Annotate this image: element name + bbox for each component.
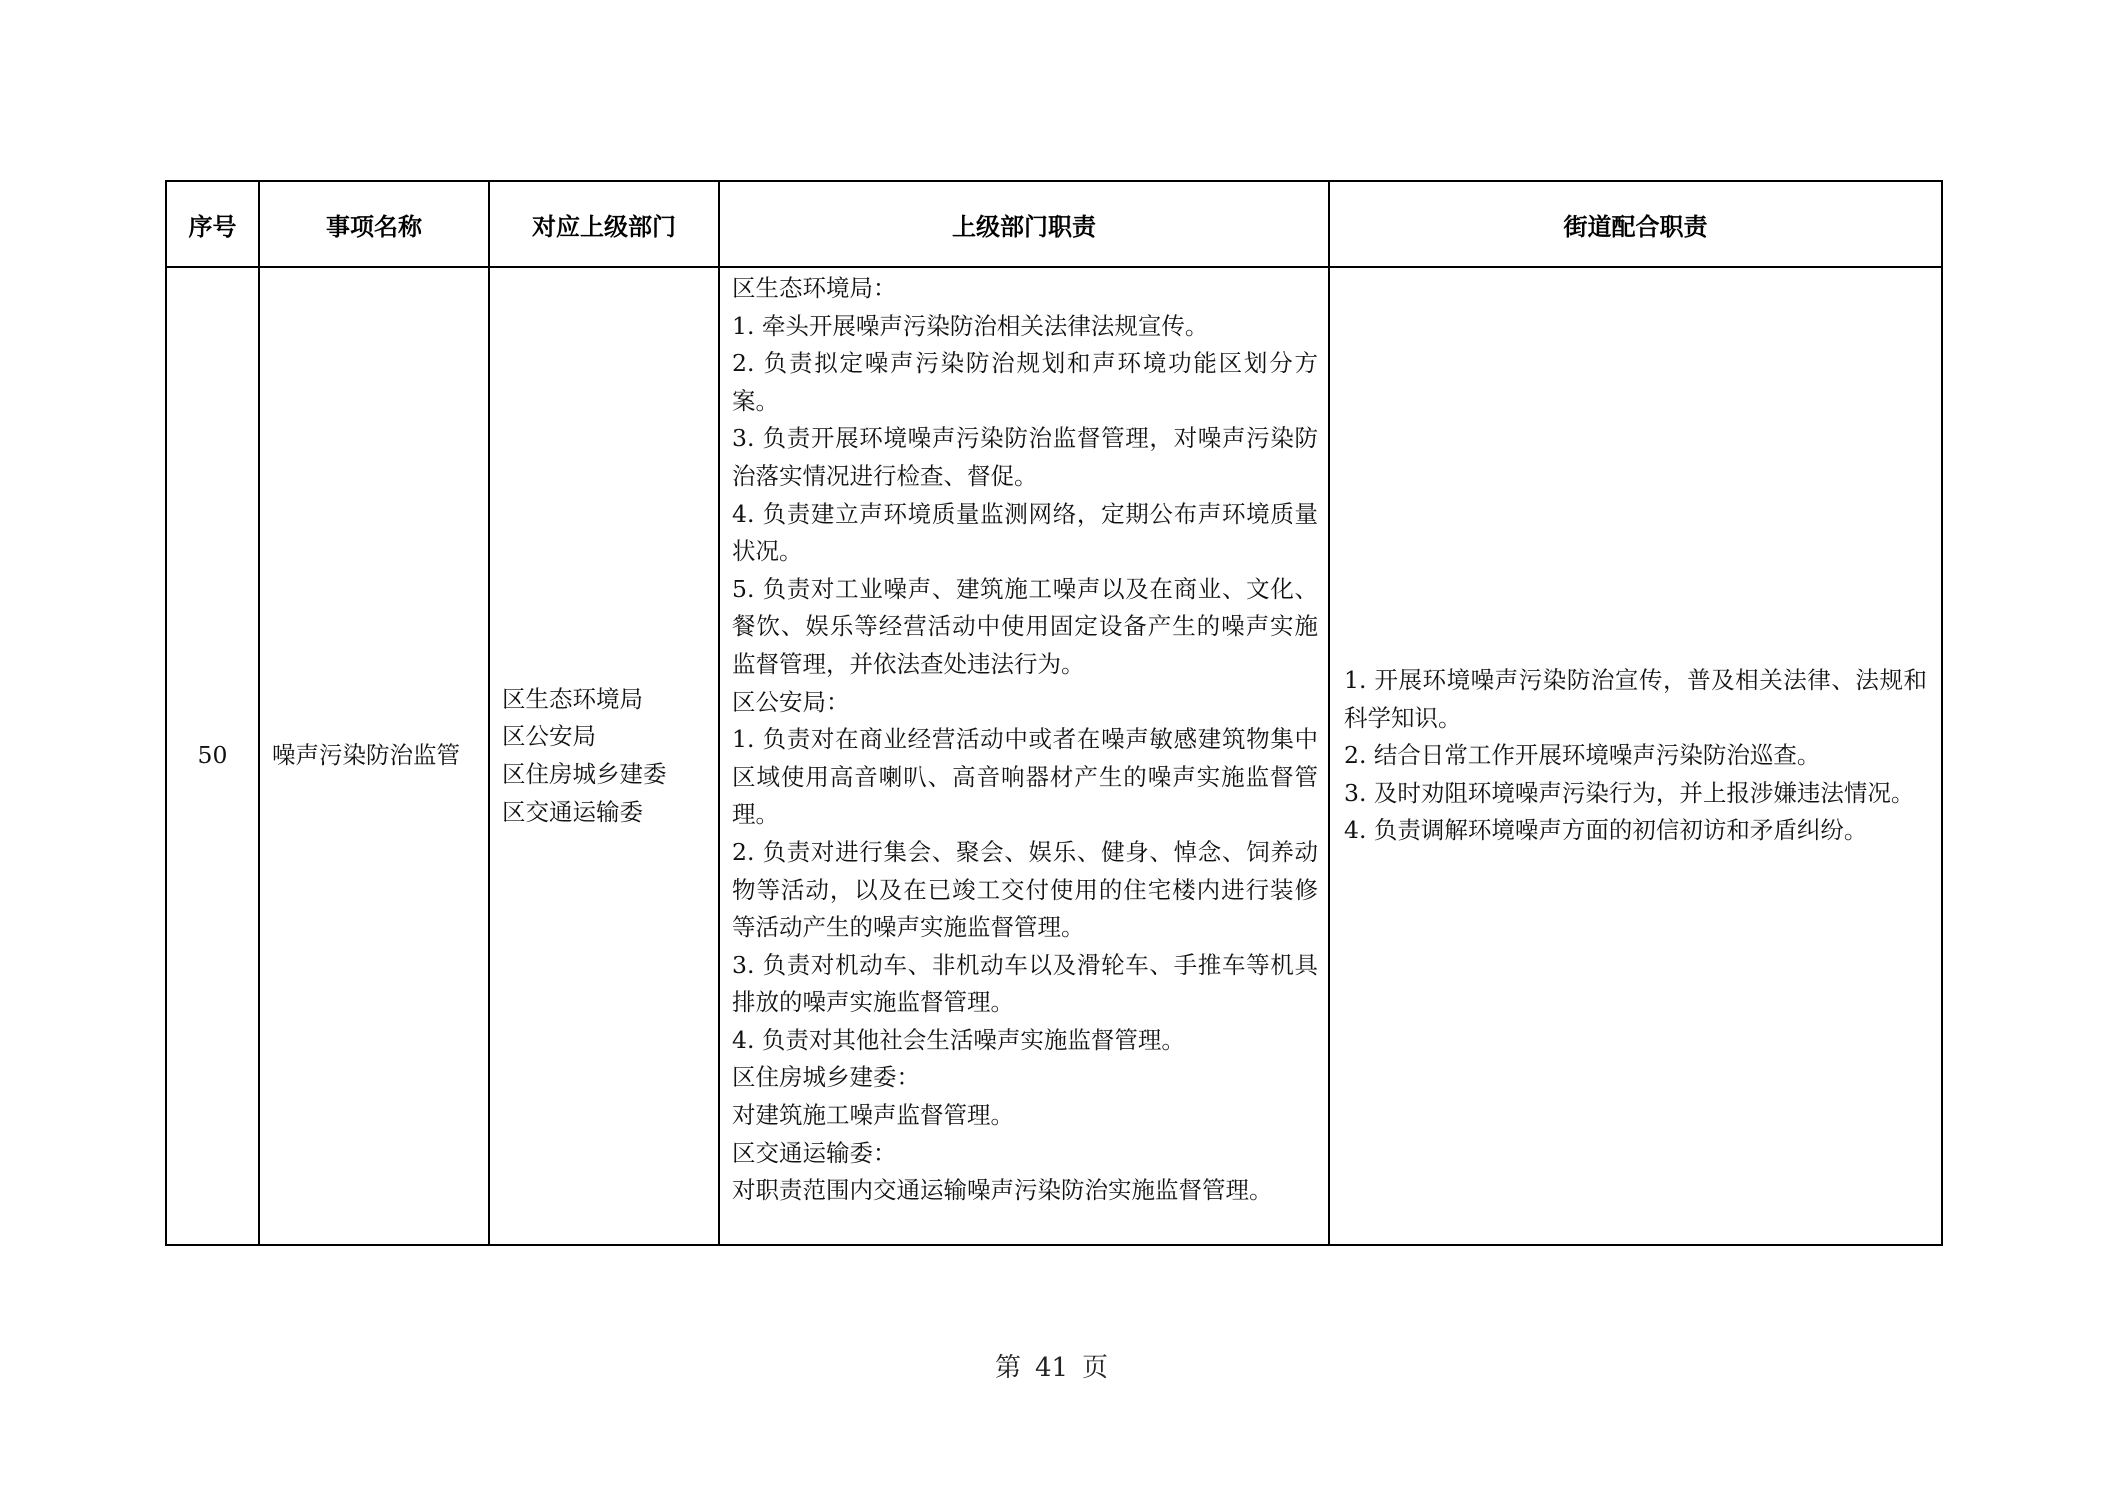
duty-line: 区生态环境局： [732,274,897,302]
duty-line: 5. 负责对工业噪声、建筑施工噪声以及在商业、文化、餐饮、娱乐等经营活动中使用固定设备产生的噪声实施监督管理，并依法查处违法行为。 [732,574,1318,678]
dept-line: 区公安局 [502,722,596,751]
header-item-name: 事项名称 [259,181,489,267]
duty-line: 区交通运输委： [732,1138,897,1167]
row-seq: 50 [166,267,259,1245]
header-superior-duties: 上级部门职责 [719,181,1329,267]
header-seq: 序号 [166,181,259,267]
duty-line: 对建筑施工噪声监督管理。 [732,1101,1014,1130]
page-prefix: 第 [994,1353,1021,1383]
table-row [166,267,1942,1245]
page-number: 41 [1034,1353,1069,1383]
dept-line: 区交通运输委 [502,797,643,826]
header-street-duties: 街道配合职责 [1329,181,1942,267]
duty-line: 对职责范围内交通运输噪声污染防治实施监督管理。 [732,1176,1273,1205]
duty-line: 区住房城乡建委： [732,1063,920,1092]
page-suffix: 页 [1082,1353,1109,1383]
dept-line: 区生态环境局 [502,684,643,713]
duties-table [165,180,1943,1246]
street-duty-line: 3. 及时劝阻环境噪声污染行为，并上报涉嫌违法情况。 [1344,778,1915,807]
duty-line: 4. 负责对其他社会生活噪声实施监督管理。 [732,1025,1185,1054]
street-duty-line: 4. 负责调解环境噪声方面的初信初访和矛盾纠纷。 [1344,816,1868,845]
row-superior-depts [489,267,719,1245]
dept-line: 区住房城乡建委 [502,760,667,788]
header-superior-dept: 对应上级部门 [489,181,719,267]
row-superior-duties [719,267,1329,1245]
duty-line: 1. 负责对在商业经营活动中或者在噪声敏感建筑物集中区域使用高音喇叭、高音响器材产生的噪声实施监督管理。 [732,725,1318,829]
duty-line: 4. 负责建立声环境质量监测网络，定期公布声环境质量状况。 [732,499,1318,566]
duty-line: 2. 负责对进行集会、聚会、娱乐、健身、悼念、饲养动物等活动，以及在已竣工交付使用的住宅楼内进行装修等活动产生的噪声实施监督管理。 [732,837,1318,942]
duty-line: 1. 牵头开展噪声污染防治相关法律法规宣传。 [732,311,1209,340]
duty-line: 2. 负责拟定噪声污染防治规划和声环境功能区划分方案。 [732,349,1318,415]
row-item-name: 噪声污染防治监管 [259,267,489,1245]
row-street-duties [1329,267,1942,1245]
street-duty-line: 2. 结合日常工作开展环境噪声污染防治巡查。 [1344,741,1821,770]
duty-line: 3. 负责对机动车、非机动车以及滑轮车、手推车等机具排放的噪声实施监督管理。 [732,950,1318,1017]
duty-line: 区公安局： [732,687,850,716]
header-row [166,181,1942,267]
street-duty-line: 1. 开展环境噪声污染防治宣传，普及相关法律、法规和科学知识。 [1344,666,1927,732]
duty-line: 3. 负责开展环境噪声污染防治监督管理，对噪声污染防治落实情况进行检查、督促。 [732,424,1318,490]
page-footer [0,1347,2103,1384]
